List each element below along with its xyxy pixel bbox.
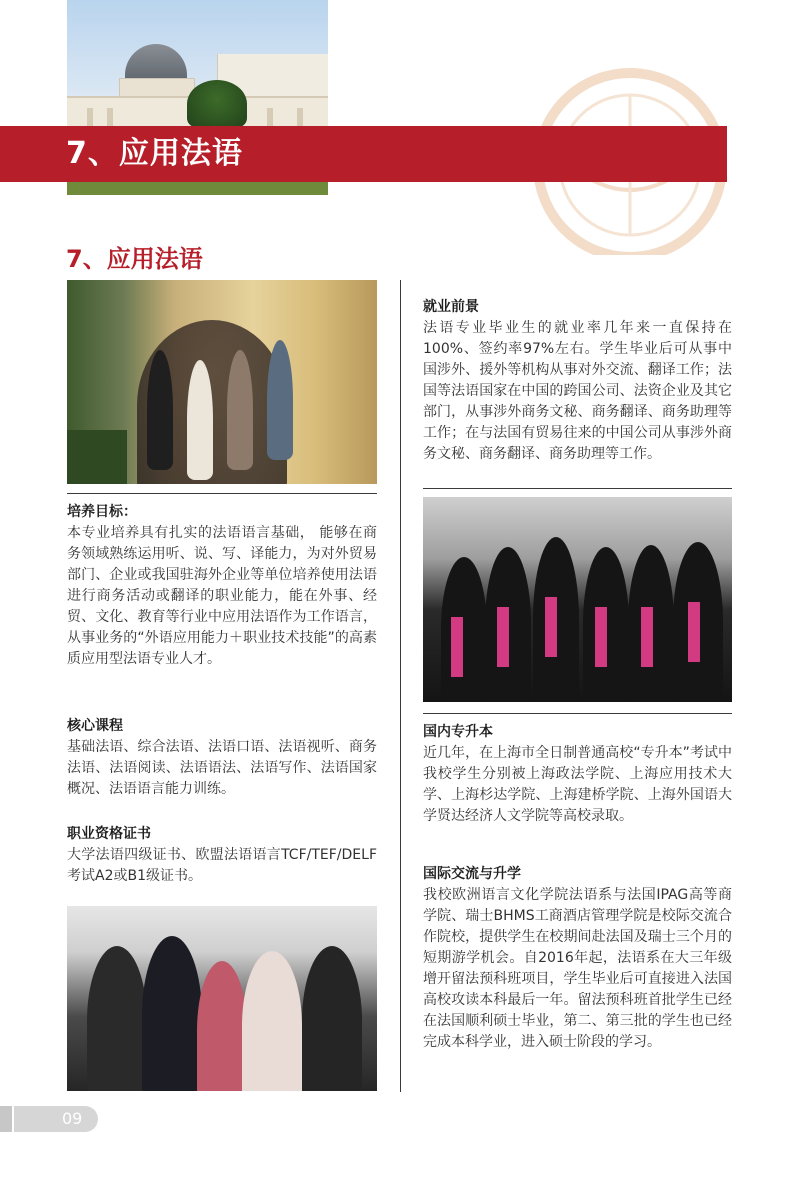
- divider: [67, 493, 377, 494]
- certificates-heading: 职业资格证书: [67, 826, 151, 842]
- divider: [423, 488, 732, 489]
- group-selfie-photo: [67, 906, 377, 1091]
- section-title: 7、应用法语: [66, 245, 203, 273]
- courses-heading: 核心课程: [67, 718, 123, 734]
- students-on-stairs-photo: [67, 280, 377, 484]
- employment-heading: 就业前景: [423, 299, 479, 315]
- employment-text: 法语专业毕业生的就业率几年来一直保持在100%、签约率97%左右。学生毕业后可从事中国涉外、援外等机构从事对外交流、翻译工作；法国等法语国家在中国的跨国公司、法资企业及其它部门，从事涉外商务文秘、商务翻译、商务助理等工作；在与法国有贸易往来的中国公司从事涉外商务文秘、商务翻译、商务助理等工作。: [423, 320, 732, 462]
- courses-text: 基础法语、综合法语、法语口语、法语视听、商务法语、法语阅读、法语语法、法语写作、法语国家概况、法语语言能力训练。: [67, 739, 377, 797]
- exchange-text: 我校欧洲语言文化学院法语系与法国IPAG高等商学院、瑞士BHMS工商酒店管理学院是校际交流合作院校，提供学生在校期间赴法国及瑞士三个月的短期游学机会。自2016年起，法语系在大三年级增开留法预科班项目，学生毕业后可直接进入法国高校攻读本科最后一年。留法预科班首批学生已经在法国顺利硕士毕业，第二、第三批的学生也已经完成本科学业，进入硕士阶段的学习。: [423, 887, 732, 1050]
- band-title: 7、应用法语: [66, 136, 243, 171]
- upgrade-text: 近几年，在上海市全日制普通高校“专升本”考试中我校学生分别被上海政法学院、上海应用技术大学、上海杉达学院、上海建桥学院、上海外国语大学贤达经济人文学院等高校录取。: [423, 745, 732, 824]
- goal-heading: 培养目标：: [67, 504, 137, 520]
- graduates-photo: [423, 497, 732, 702]
- certificates-text: 大学法语四级证书、欧盟法语语言TCF/TEF/DELF考试A2或B1级证书。: [67, 847, 377, 884]
- exchange-heading: 国际交流与升学: [423, 866, 521, 882]
- column-divider: [400, 280, 401, 1092]
- divider: [423, 713, 732, 714]
- upgrade-heading: 国内专升本: [423, 724, 493, 740]
- page-number-tab: [0, 1106, 12, 1132]
- page-number: 09: [14, 1106, 98, 1132]
- goal-text: 本专业培养具有扎实的法语语言基础， 能够在商务领域熟练运用听、说、写、译能力，为对外贸易部门、企业或我国驻海外企业等单位培养使用法语进行商务活动或翻译的职业能力，能在外事、经贸、文化、教育等行业中应用法语作为工作语言，从事业务的“外语应用能力＋职业技术技能”的高素质应用型法语专业人才。: [67, 525, 377, 667]
